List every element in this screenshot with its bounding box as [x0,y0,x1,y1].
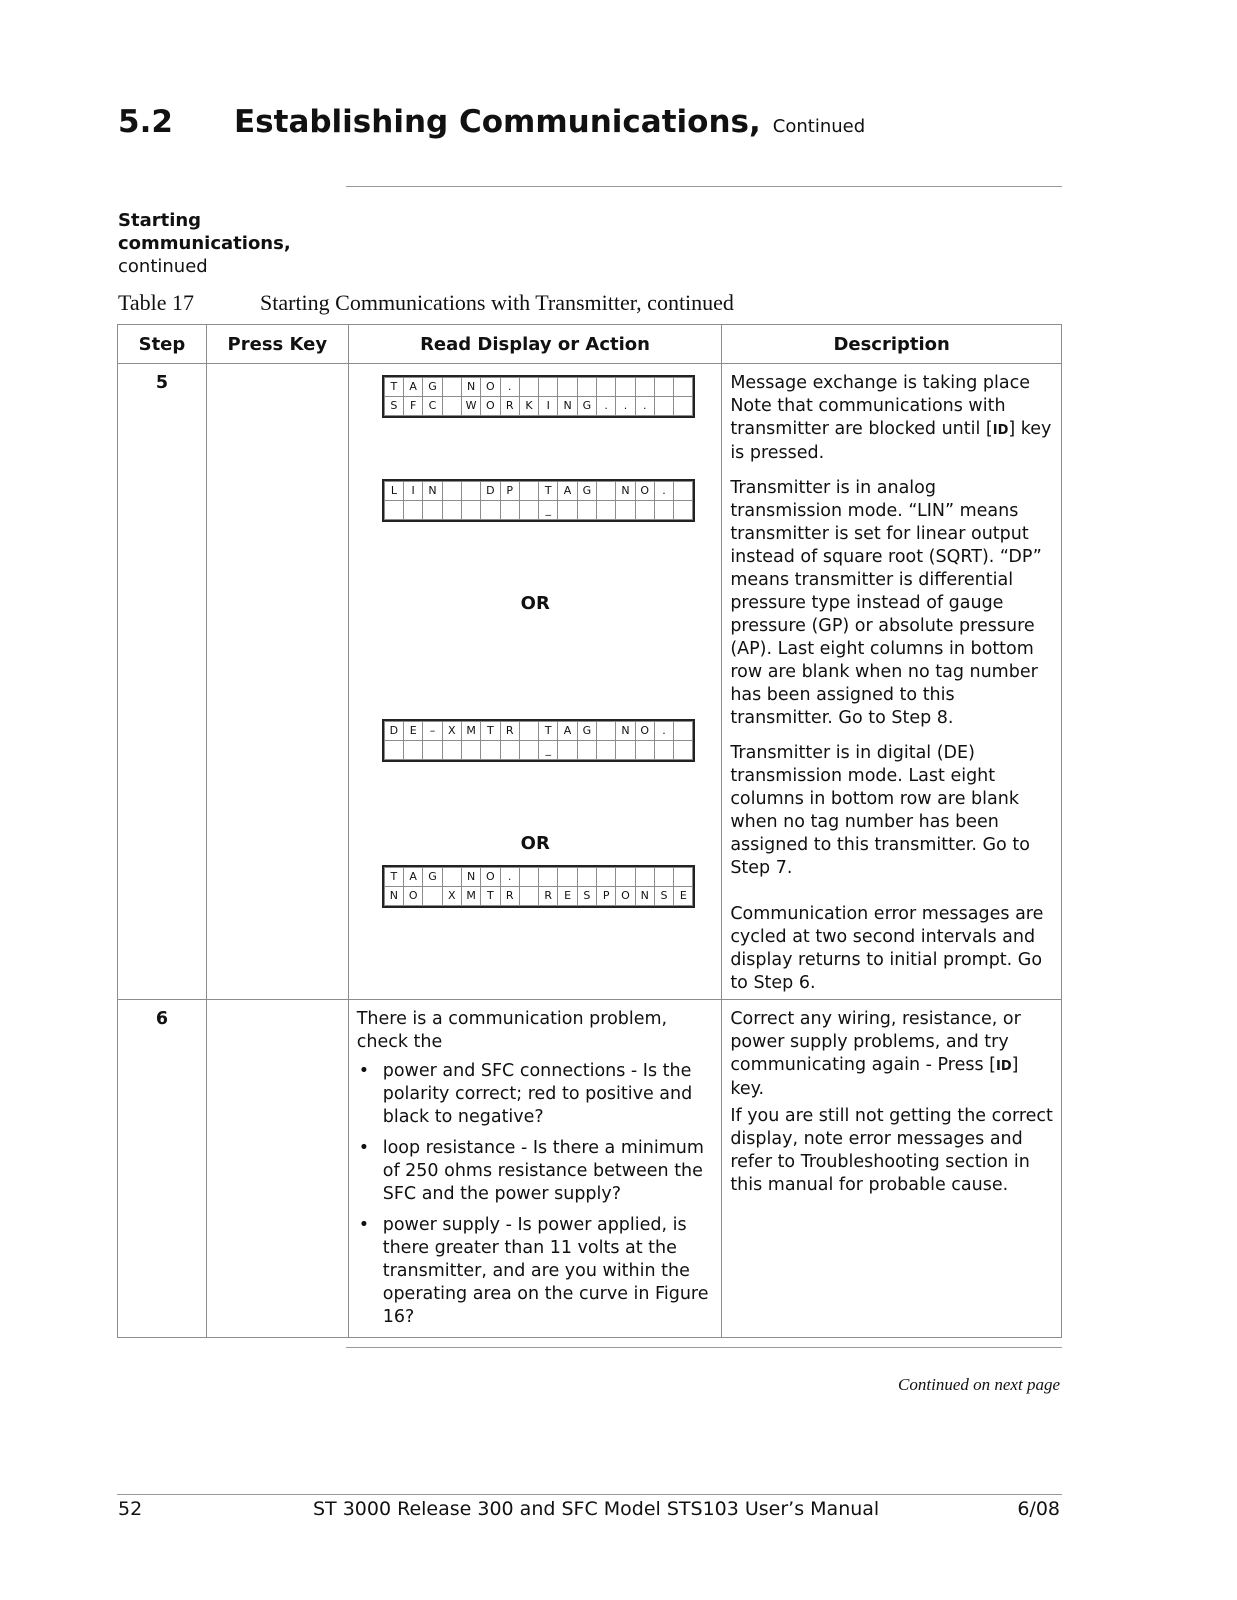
lcd-char [577,501,596,520]
or-label: OR [520,593,550,614]
lcd-char: O [404,887,423,906]
table-caption-number: Table 17 [118,290,195,315]
lcd-char [558,868,577,887]
lcd-char: . [500,868,519,887]
bullet-icon: • [358,1061,370,1081]
lcd-char [539,378,558,397]
lcd-char [654,741,673,760]
header-step: Step [118,325,207,364]
description-text: ] key. [730,1055,1019,1099]
description-correct-problems [730,1008,1053,1101]
lcd-char: O [616,887,635,906]
section-title-text: Establishing Communications, [234,104,761,140]
lcd-char [616,501,635,520]
lcd-char [500,501,519,520]
lcd-char: L [384,482,403,501]
bottom-rule [346,1347,1062,1348]
lcd-char [558,378,577,397]
lcd-char: D [384,722,403,741]
press-key-cell [206,364,348,1000]
lcd-char: E [674,887,693,906]
lcd-char [461,501,480,520]
lcd-char [384,501,403,520]
step-number: 6 [118,1000,207,1338]
lcd-char [674,501,693,520]
lcd-char: . [597,397,616,416]
lcd-char [519,868,538,887]
lcd-char [597,482,616,501]
press-key-cell [206,1000,348,1338]
lcd-char [674,378,693,397]
lcd-char: N [635,887,654,906]
lcd-char: A [404,868,423,887]
lcd-char: T [539,722,558,741]
lcd-char: P [597,887,616,906]
description-still-not-working: If you are still not getting the correct display, note error messages and refer to Troubleshooting section in this manual for probable cause. [730,1106,1053,1195]
description-cell [722,1000,1062,1338]
lcd-char: R [500,397,519,416]
lcd-char [461,741,480,760]
lcd-char: T [481,722,500,741]
lcd-char: N [423,482,442,501]
lcd-char: O [635,722,654,741]
description-cell [722,364,1062,1000]
lcd-char [423,741,442,760]
lcd-char: P [500,482,519,501]
lcd-char [654,868,673,887]
lcd-char [654,501,673,520]
lcd-char: N [616,722,635,741]
action-cell [348,1000,722,1338]
lcd-char: N [558,397,577,416]
lcd-char: M [461,887,480,906]
lcd-char: . [654,482,673,501]
lcd-char: E [558,887,577,906]
lcd-char: M [461,722,480,741]
lcd-char [597,741,616,760]
lcd-char: N [616,482,635,501]
lcd-row-top [384,868,693,887]
section-number: 5.2 [118,104,173,140]
lcd-row-bottom [384,501,693,520]
lcd-char: – [423,722,442,741]
step-number: 5 [118,364,207,1000]
lcd-char: X [442,887,461,906]
lcd-char [654,378,673,397]
lcd-char: G [577,397,596,416]
lcd-char: G [423,868,442,887]
bullet-icon: • [358,1138,370,1158]
lcd-char [442,868,461,887]
table-caption-title: Starting Communications with Transmitter, continued [260,290,734,315]
lcd-display-1 [384,377,694,416]
lcd-display-4 [384,867,694,906]
footer-manual-title: ST 3000 Release 300 and SFC Model STS103 User’s Manual [313,1498,880,1520]
list-item [357,1060,714,1129]
list-item-text: loop resistance - Is there a minimum of 250 ohms resistance between the SFC and the power supply? [382,1138,704,1204]
lcd-char: T [539,482,558,501]
lcd-char [597,378,616,397]
lcd-char [519,482,538,501]
lcd-char [635,868,654,887]
lcd-char [519,501,538,520]
lcd-char [423,501,442,520]
lcd-display-3 [384,721,694,760]
description-comm-error: Communication error messages are cycled at two second intervals and display returns to initial prompt. Go to Step 6. [730,904,1044,993]
lcd-char [442,501,461,520]
lcd-char [674,722,693,741]
lcd-row-top [384,378,693,397]
lcd-char [519,378,538,397]
lcd-char: I [404,482,423,501]
lcd-char [674,482,693,501]
lcd-char [539,868,558,887]
header-description: Description [722,325,1062,364]
lcd-char [519,722,538,741]
footer-date: 6/08 [1017,1498,1060,1520]
lcd-char [635,501,654,520]
lcd-row-top [384,722,693,741]
lcd-char: O [481,378,500,397]
lcd-char: . [500,378,519,397]
lcd-char [442,397,461,416]
lcd-char [616,868,635,887]
lcd-char: G [423,378,442,397]
lcd-char: R [500,722,519,741]
lcd-char: A [558,722,577,741]
lcd-char: A [404,378,423,397]
table-row [118,364,1062,1000]
lcd-char [404,741,423,760]
lcd-char: N [461,378,480,397]
lcd-char: . [654,722,673,741]
lcd-char [461,482,480,501]
section-title [234,104,865,140]
lcd-char [674,741,693,760]
lcd-row-bottom [384,397,693,416]
lcd-char: R [500,887,519,906]
id-key-label: ID [992,423,1009,438]
lcd-char [558,741,577,760]
lcd-char: G [577,722,596,741]
side-heading [118,209,338,278]
footer-page-number: 52 [118,1498,143,1520]
lcd-char [597,501,616,520]
lcd-char: . [616,397,635,416]
lcd-char [654,397,673,416]
header-press-key: Press Key [206,325,348,364]
lcd-display-2 [384,481,694,520]
lcd-char: F [404,397,423,416]
lcd-char: G [577,482,596,501]
lcd-char [423,887,442,906]
lcd-char [519,741,538,760]
description-analog-mode: Transmitter is in analog transmission mode. “LIN” means transmitter is set for linear output instead of square root (SQRT). “DP” means transmitter is differential pressure type instead of gauge pressure (GP) or absolute pressure (AP). Last eight columns in bottom row are blank when no tag number has been assigned to this transmitter. Go to Step 8. [730,478,1042,728]
lcd-char: N [384,887,403,906]
description-text: Correct any wiring, resistance, or power supply problems, and try communicating again - Press [ [730,1009,1021,1075]
lcd-char: . [635,397,654,416]
lcd-char [404,501,423,520]
lcd-char: A [558,482,577,501]
id-key-label: ID [996,1059,1012,1074]
lcd-char [597,722,616,741]
bullet-icon: • [358,1215,370,1235]
lcd-char [616,378,635,397]
description-text: ] key is pressed. [730,419,1052,463]
action-intro: There is a communication problem, check the [356,1009,668,1052]
lcd-char [519,887,538,906]
lcd-char: D [481,482,500,501]
side-heading-line2: communications, [118,233,291,254]
description-text: Message exchange is taking place Note that communications with transmitter are blocked until [ [730,373,1031,439]
lcd-char [481,741,500,760]
list-item-text: power and SFC connections - Is the polarity correct; red to positive and black to negative? [382,1061,693,1127]
description-message-exchange [730,372,1053,465]
lcd-char: T [481,887,500,906]
list-item-text: power supply - Is power applied, is there greater than 11 volts at the transmitter, and are you within the operating area on the curve in Figure 16? [382,1215,709,1327]
lcd-char [481,501,500,520]
section-continued-label: Continued [772,116,866,137]
lcd-char [616,741,635,760]
lcd-char: T [384,378,403,397]
table-header-row [118,325,1062,364]
lcd-char: _ [539,501,558,520]
lcd-char: O [635,482,654,501]
lcd-char [635,378,654,397]
lcd-char [384,741,403,760]
lcd-char: S [654,887,673,906]
lcd-char [597,868,616,887]
lcd-char: W [461,397,480,416]
lcd-char [442,378,461,397]
header-rule [346,186,1062,187]
lcd-char: N [461,868,480,887]
lcd-char: C [423,397,442,416]
lcd-char: T [384,868,403,887]
lcd-char [442,482,461,501]
lcd-char [500,741,519,760]
header-read-display: Read Display or Action [348,325,722,364]
footer-rule [117,1494,1062,1495]
lcd-char [577,378,596,397]
lcd-char: E [404,722,423,741]
or-label: OR [520,833,550,854]
lcd-char: _ [539,741,558,760]
lcd-char [674,397,693,416]
lcd-char [442,741,461,760]
lcd-char: R [539,887,558,906]
lcd-char: O [481,868,500,887]
steps-table [117,324,1062,1338]
list-item [357,1137,714,1206]
side-heading-line1: Starting [118,210,202,231]
lcd-char: S [577,887,596,906]
lcd-row-bottom [384,741,693,760]
lcd-char: X [442,722,461,741]
lcd-char: I [539,397,558,416]
lcd-char [635,741,654,760]
lcd-char [577,741,596,760]
lcd-char [577,868,596,887]
side-heading-continued: continued [118,256,208,277]
lcd-row-bottom [384,887,693,906]
lcd-char: K [519,397,538,416]
lcd-char: S [384,397,403,416]
display-cell [348,364,722,1000]
continued-next-page: Continued on next page [898,1375,1060,1394]
check-list [357,1060,714,1329]
description-digital-mode: Transmitter is in digital (DE) transmission mode. Last eight columns in bottom row are blank when no tag number has been assigned to this transmitter. Go to Step 7. [730,743,1030,878]
lcd-char: O [481,397,500,416]
lcd-char [674,868,693,887]
lcd-row-top [384,482,693,501]
lcd-char [558,501,577,520]
table-row [118,1000,1062,1338]
list-item [357,1214,714,1329]
